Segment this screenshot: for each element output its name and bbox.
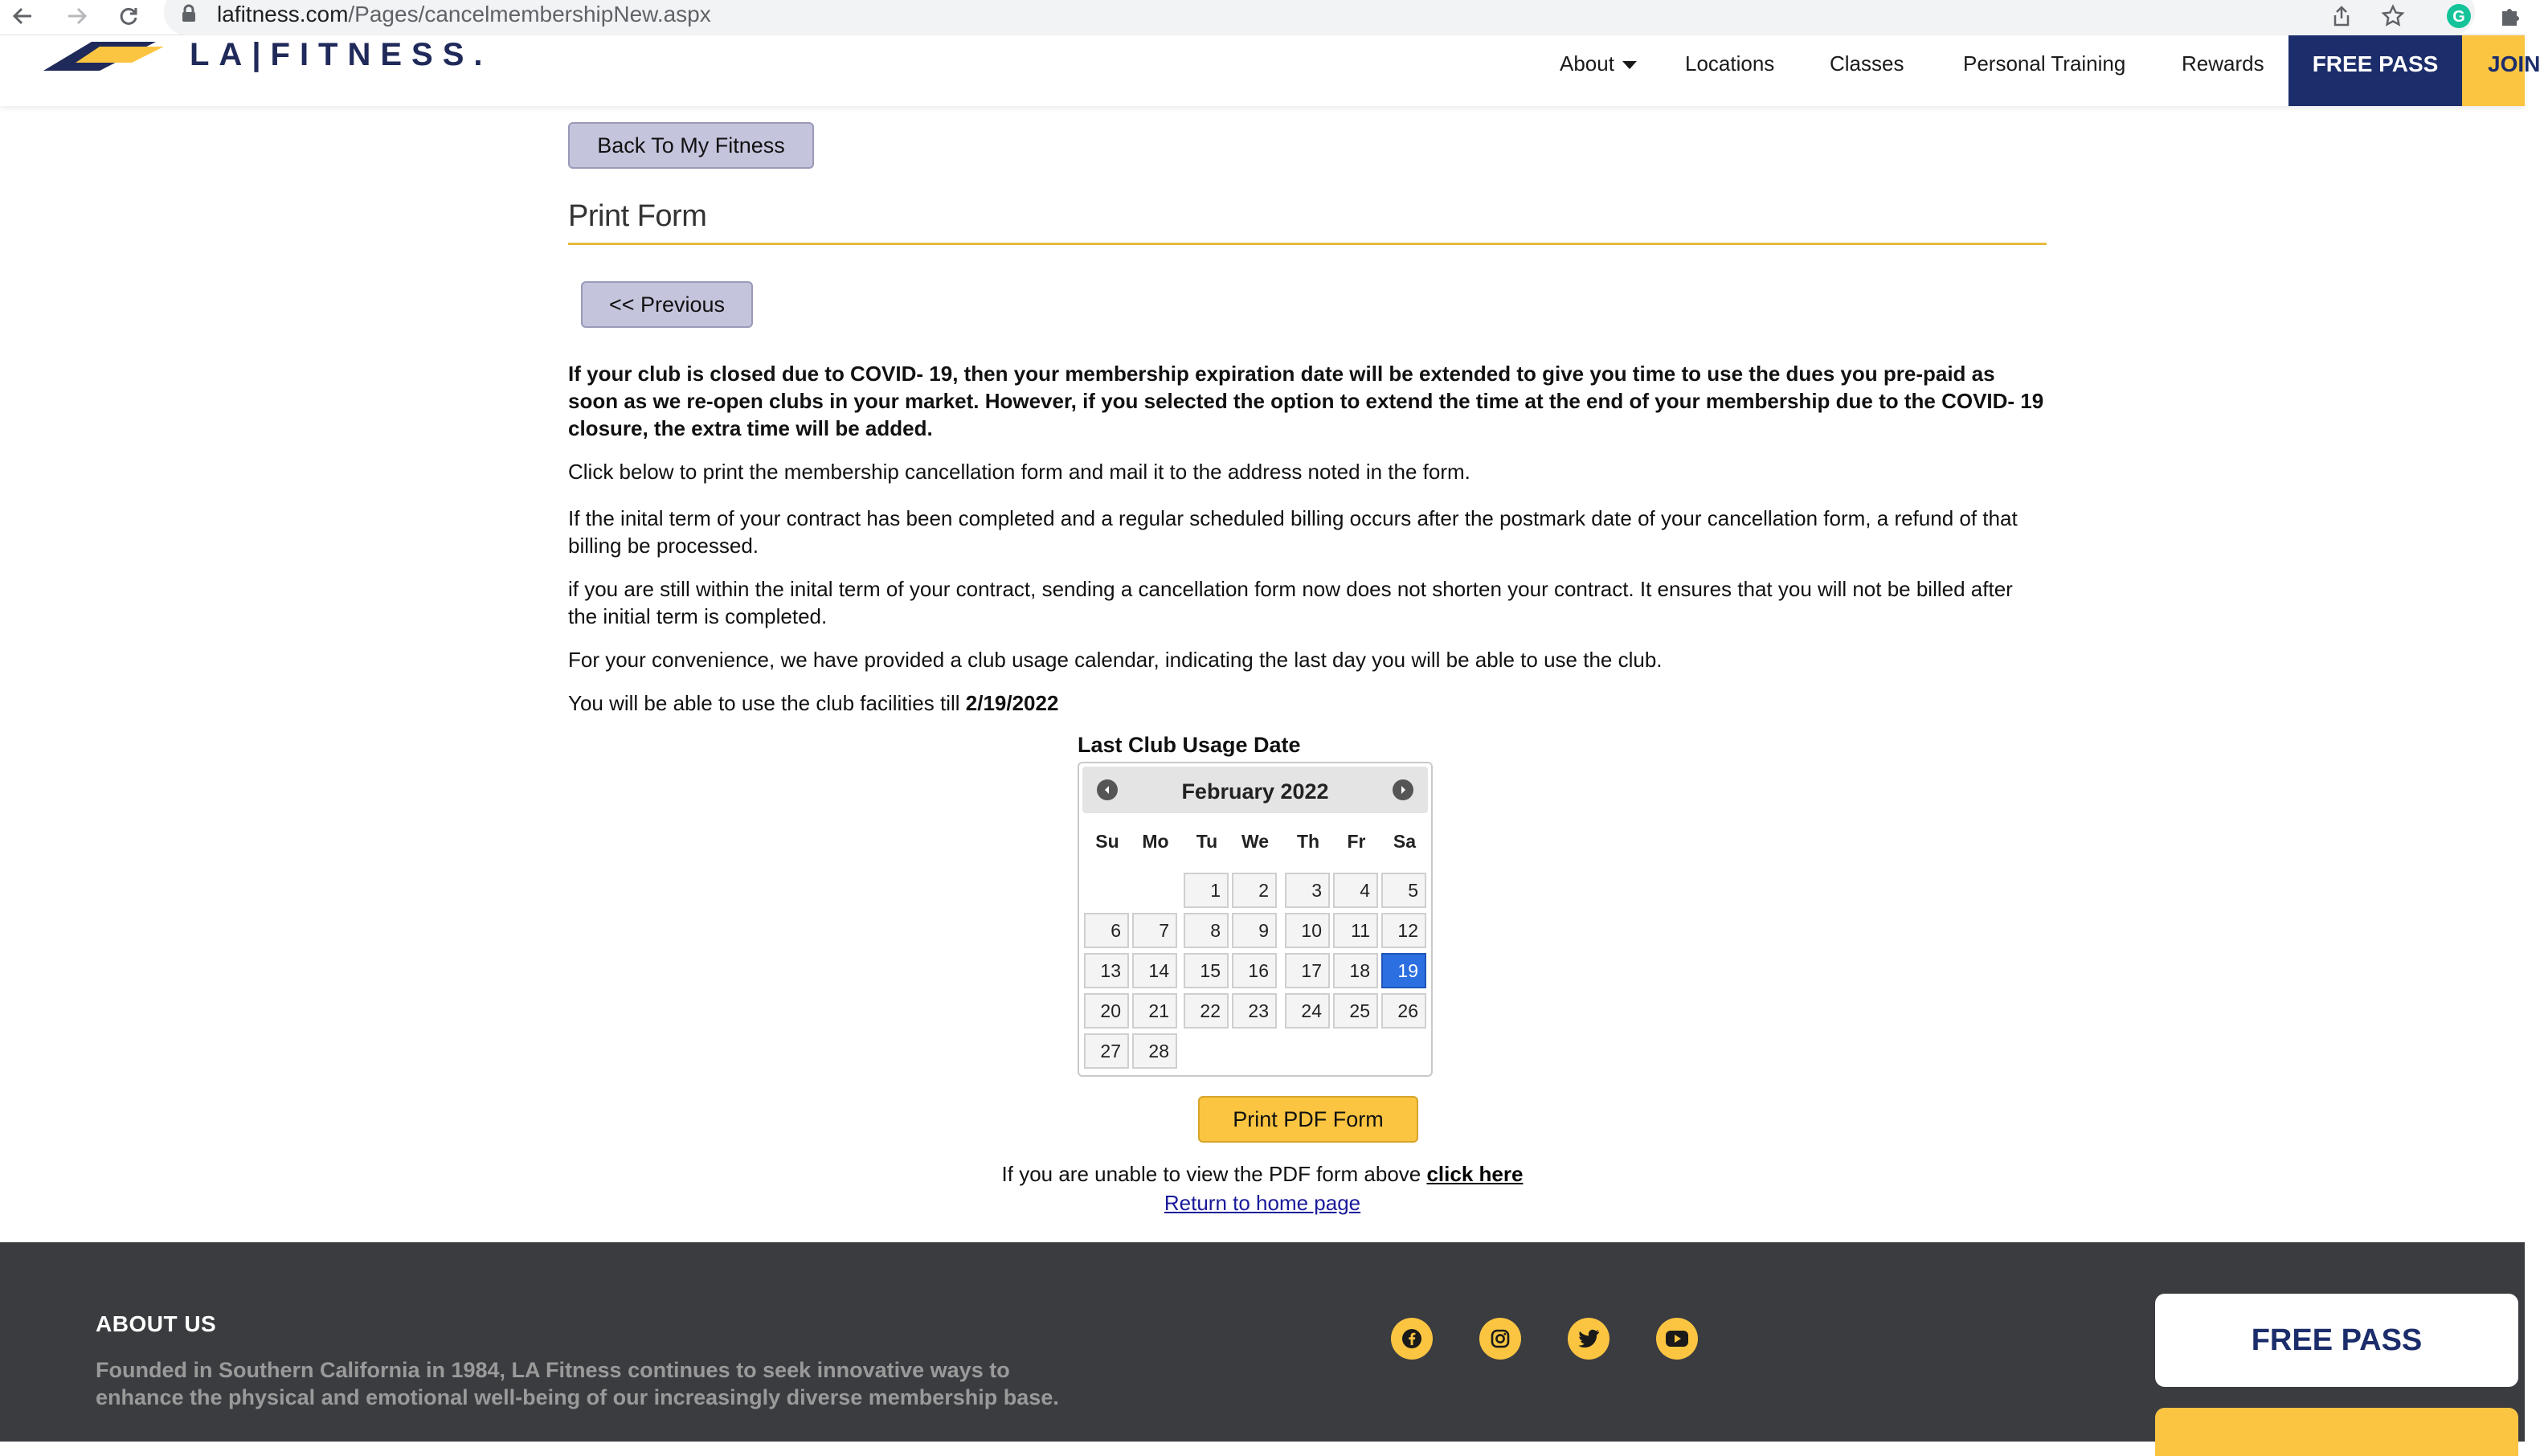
calendar-day[interactable]: 11 <box>1333 913 1378 948</box>
calendar-day[interactable]: 20 <box>1084 993 1129 1029</box>
about-us-heading: ABOUT US <box>96 1311 217 1336</box>
bookmark-star-icon[interactable] <box>2377 2 2409 31</box>
url-text: lafitness.com/Pages/cancelmembershipNew.aspx <box>217 2 711 27</box>
calendar-info: For your convenience, we have provided a club usage calendar, indicating the last day you will be able to use the club. <box>568 648 1663 672</box>
extensions-puzzle-icon[interactable] <box>2494 2 2526 31</box>
calendar-header <box>1082 767 1428 813</box>
weekday-header: Mo <box>1142 831 1169 852</box>
join-nav-button[interactable]: JOIN <box>2462 35 2525 106</box>
calendar-day[interactable]: 2 <box>1232 873 1277 908</box>
about-us-text: Founded in Southern California in 1984, LA Fitness continues to seek innovative ways to enhance the physical and emotional well-being of our increasingly diverse membership base. <box>96 1358 1059 1409</box>
calendar-day[interactable]: 26 <box>1381 993 1426 1029</box>
nav-locations[interactable]: Locations <box>1685 51 1775 76</box>
calendar-day-selected[interactable]: 19 <box>1381 953 1426 988</box>
calendar-day[interactable]: 10 <box>1285 913 1330 948</box>
twitter-icon[interactable] <box>1568 1318 1609 1360</box>
svg-text:G: G <box>2452 8 2465 26</box>
site-header <box>0 35 2540 106</box>
calendar-day[interactable]: 3 <box>1285 873 1330 908</box>
calendar-day[interactable]: 16 <box>1232 953 1277 988</box>
calendar-month: February 2022 <box>1181 779 1329 804</box>
calendar-label: Last Club Usage Date <box>1078 733 1301 757</box>
instagram-icon[interactable] <box>1479 1318 1521 1360</box>
chevron-down-icon <box>1622 61 1637 69</box>
calendar-day[interactable]: 17 <box>1285 953 1330 988</box>
click-here-link[interactable]: click here <box>1426 1162 1524 1186</box>
weekday-header: Sa <box>1393 831 1417 852</box>
covid-notice: If your club is closed due to COVID- 19, then your membership expiration date will be extended to give you time to use the dues you pre-paid as soon as we re-open clubs in your market. However, if you selected the option to extend the time at the end of your membership due to the COVID- 19 closure, the extra time will be added. <box>568 362 2044 440</box>
calendar-day[interactable]: 24 <box>1285 993 1330 1029</box>
calendar-day[interactable]: 28 <box>1132 1033 1177 1069</box>
calendar-day[interactable]: 21 <box>1132 993 1177 1029</box>
print-pdf-button[interactable]: Print PDF Form <box>1198 1096 1418 1143</box>
calendar-day[interactable]: 4 <box>1333 873 1378 908</box>
reload-icon[interactable] <box>112 2 145 31</box>
page-title: Print Form <box>568 199 707 233</box>
calendar-day[interactable]: 6 <box>1084 913 1129 948</box>
calendar-day[interactable]: 9 <box>1232 913 1277 948</box>
weekday-header: Fr <box>1347 831 1366 852</box>
weekday-header: We <box>1241 831 1270 852</box>
calendar-day[interactable]: 5 <box>1381 873 1426 908</box>
weekday-header: Th <box>1296 831 1320 852</box>
contract-term-info: if you are still within the inital term of your contract, sending a cancellation form now does not shorten your contract. It ensures that you will not be billed after the initial term is completed. <box>568 577 2013 628</box>
footer-join-button[interactable] <box>2155 1408 2518 1456</box>
next-month-icon[interactable] <box>1393 779 1413 800</box>
nav-about[interactable]: About <box>1560 51 1637 76</box>
weekday-header: Tu <box>1196 831 1218 852</box>
calendar-day[interactable]: 25 <box>1333 993 1378 1029</box>
calendar-day[interactable]: 18 <box>1333 953 1378 988</box>
print-instructions: Click below to print the membership cancellation form and mail it to the address noted in the form. <box>568 460 1470 484</box>
nav-rewards[interactable]: Rewards <box>2182 51 2264 76</box>
calendar-day[interactable]: 22 <box>1184 993 1229 1029</box>
back-arrow-icon[interactable] <box>6 2 39 31</box>
grammarly-extension-icon[interactable] <box>2443 2 2475 31</box>
weekday-header: Su <box>1095 831 1119 852</box>
share-icon[interactable] <box>2325 2 2358 31</box>
usage-calendar <box>1078 762 1433 1077</box>
calendar-day[interactable]: 15 <box>1184 953 1229 988</box>
la-fitness-logo-icon[interactable] <box>43 39 172 79</box>
free-pass-nav-button[interactable]: FREE PASS <box>2288 35 2462 106</box>
title-divider <box>568 243 2047 245</box>
nav-classes[interactable]: Classes <box>1830 51 1904 76</box>
calendar-day[interactable]: 1 <box>1184 873 1229 908</box>
return-home-link[interactable]: Return to home page <box>1164 1191 1361 1215</box>
youtube-icon[interactable] <box>1656 1318 1698 1360</box>
previous-button[interactable]: << Previous <box>581 281 753 328</box>
pdf-help-text: If you are unable to view the PDF form above click here <box>1001 1162 1524 1186</box>
calendar-day[interactable]: 8 <box>1184 913 1229 948</box>
calendar-day[interactable]: 14 <box>1132 953 1177 988</box>
back-to-my-fitness-button[interactable]: Back To My Fitness <box>568 122 814 169</box>
nav-personal-training[interactable]: Personal Training <box>1963 51 2126 76</box>
logo-wordmark[interactable]: LA|FITNESS. <box>190 37 493 72</box>
refund-info: If the inital term of your contract has been completed and a regular scheduled billing occurs after the postmark date of your cancellation form, a refund of that billing be processed. <box>568 506 2018 558</box>
address-bar[interactable] <box>164 0 2475 35</box>
usage-until-text: You will be able to use the club facilities till 2/19/2022 <box>568 691 1059 715</box>
forward-arrow-icon[interactable] <box>61 2 93 31</box>
footer-free-pass-button[interactable]: FREE PASS <box>2155 1294 2518 1387</box>
site-footer <box>0 1242 2525 1442</box>
calendar-day[interactable]: 27 <box>1084 1033 1129 1069</box>
calendar-day[interactable]: 23 <box>1232 993 1277 1029</box>
browser-toolbar <box>0 0 2525 35</box>
calendar-day[interactable]: 12 <box>1381 913 1426 948</box>
lock-icon <box>182 5 196 27</box>
usage-date: 2/19/2022 <box>965 691 1059 715</box>
calendar-day[interactable]: 13 <box>1084 953 1129 988</box>
facebook-icon[interactable] <box>1391 1318 1433 1360</box>
calendar-day[interactable]: 7 <box>1132 913 1177 948</box>
